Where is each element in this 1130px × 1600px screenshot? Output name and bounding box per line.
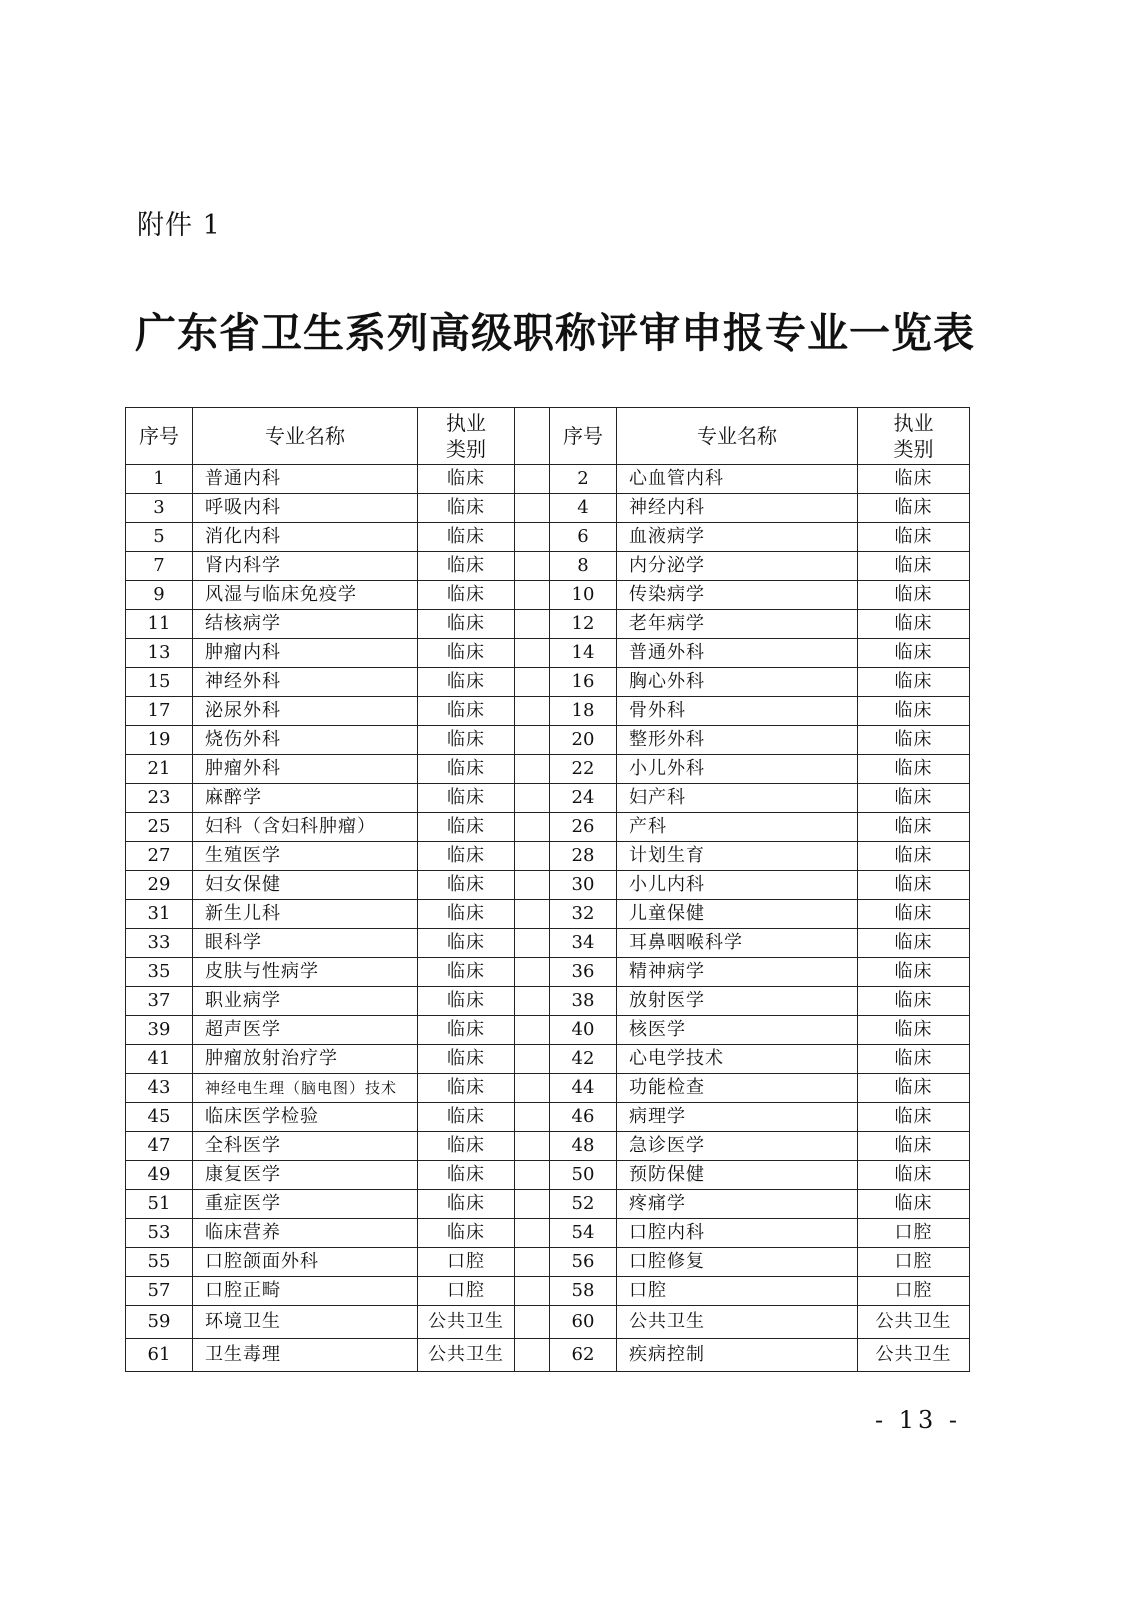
- column-spacer: [515, 668, 550, 697]
- table-row: [126, 987, 970, 1016]
- cell-type-left: 临床: [418, 552, 515, 581]
- cell-name-right: 胸心外科: [617, 668, 858, 697]
- document-title: 广东省卫生系列高级职称评审申报专业一览表: [135, 309, 975, 357]
- attachment-label: 附件 1: [137, 210, 221, 241]
- table-row: [126, 697, 970, 726]
- cell-no-left: 61: [126, 1339, 193, 1372]
- cell-name-right: 心电学技术: [617, 1045, 858, 1074]
- column-spacer: [515, 408, 550, 465]
- cell-no-left: 15: [126, 668, 193, 697]
- cell-type-left: 临床: [418, 958, 515, 987]
- cell-no-right: 18: [550, 697, 617, 726]
- cell-name-left: 呼吸内科: [193, 494, 418, 523]
- cell-no-right: 36: [550, 958, 617, 987]
- cell-no-right: 54: [550, 1219, 617, 1248]
- table-row: [126, 1248, 970, 1277]
- cell-name-right: 小儿内科: [617, 871, 858, 900]
- cell-name-left: 肿瘤放射治疗学: [193, 1045, 418, 1074]
- cell-name-right: 预防保健: [617, 1161, 858, 1190]
- table-row: [126, 1306, 970, 1339]
- cell-no-right: 12: [550, 610, 617, 639]
- cell-type-right: 临床: [858, 494, 970, 523]
- table-row: [126, 1277, 970, 1306]
- cell-type-right: 口腔: [858, 1219, 970, 1248]
- cell-no-right: 20: [550, 726, 617, 755]
- cell-name-right: 放射医学: [617, 987, 858, 1016]
- cell-type-left: 临床: [418, 1103, 515, 1132]
- cell-no-right: 40: [550, 1016, 617, 1045]
- cell-type-right: 临床: [858, 755, 970, 784]
- cell-name-left: 职业病学: [193, 987, 418, 1016]
- header-type-line: 执业: [446, 411, 486, 435]
- column-spacer: [515, 900, 550, 929]
- cell-name-right: 传染病学: [617, 581, 858, 610]
- cell-no-left: 3: [126, 494, 193, 523]
- column-spacer: [515, 1277, 550, 1306]
- cell-no-left: 33: [126, 929, 193, 958]
- cell-name-right: 口腔修复: [617, 1248, 858, 1277]
- cell-name-left: 肾内科学: [193, 552, 418, 581]
- cell-name-right: 计划生育: [617, 842, 858, 871]
- table-row: [126, 1016, 970, 1045]
- cell-type-right: 临床: [858, 610, 970, 639]
- header-type-right: [858, 408, 970, 465]
- cell-type-left: 临床: [418, 1132, 515, 1161]
- cell-no-left: 29: [126, 871, 193, 900]
- cell-name-right: 心血管内科: [617, 465, 858, 494]
- column-spacer: [515, 813, 550, 842]
- cell-no-left: 31: [126, 900, 193, 929]
- cell-type-right: 临床: [858, 639, 970, 668]
- cell-no-right: 46: [550, 1103, 617, 1132]
- cell-type-left: 临床: [418, 639, 515, 668]
- table-row: [126, 784, 970, 813]
- table-row: [126, 552, 970, 581]
- cell-name-right: 核医学: [617, 1016, 858, 1045]
- cell-type-left: 临床: [418, 929, 515, 958]
- cell-type-right: 公共卫生: [858, 1339, 970, 1372]
- cell-no-right: 2: [550, 465, 617, 494]
- cell-no-right: 26: [550, 813, 617, 842]
- cell-no-right: 58: [550, 1277, 617, 1306]
- table-row: [126, 668, 970, 697]
- cell-no-right: 42: [550, 1045, 617, 1074]
- cell-no-left: 51: [126, 1190, 193, 1219]
- cell-type-left: 临床: [418, 1161, 515, 1190]
- cell-no-right: 16: [550, 668, 617, 697]
- table-row: [126, 755, 970, 784]
- cell-no-left: 47: [126, 1132, 193, 1161]
- cell-type-left: 口腔: [418, 1277, 515, 1306]
- table-row: [126, 929, 970, 958]
- page-number: - 13 -: [875, 1406, 962, 1434]
- header-name-left: 专业名称: [193, 408, 418, 465]
- cell-name-right: 产科: [617, 813, 858, 842]
- cell-name-left: 超声医学: [193, 1016, 418, 1045]
- column-spacer: [515, 1016, 550, 1045]
- column-spacer: [515, 581, 550, 610]
- column-spacer: [515, 465, 550, 494]
- cell-no-left: 27: [126, 842, 193, 871]
- cell-name-left: 结核病学: [193, 610, 418, 639]
- cell-type-left: 临床: [418, 465, 515, 494]
- cell-type-right: 临床: [858, 987, 970, 1016]
- cell-name-left: 普通内科: [193, 465, 418, 494]
- cell-no-left: 25: [126, 813, 193, 842]
- cell-type-right: 临床: [858, 726, 970, 755]
- header-no-right: 序号: [550, 408, 617, 465]
- cell-name-left: 神经外科: [193, 668, 418, 697]
- cell-no-left: 35: [126, 958, 193, 987]
- cell-no-right: 14: [550, 639, 617, 668]
- cell-type-left: 临床: [418, 842, 515, 871]
- column-spacer: [515, 1045, 550, 1074]
- cell-no-right: 60: [550, 1306, 617, 1339]
- cell-name-right: 小儿外科: [617, 755, 858, 784]
- header-type-line: 类别: [893, 437, 934, 461]
- cell-name-left: 卫生毒理: [193, 1339, 418, 1372]
- cell-type-right: 临床: [858, 784, 970, 813]
- header-type-left: [418, 408, 515, 465]
- column-spacer: [515, 1339, 550, 1372]
- cell-type-left: 临床: [418, 697, 515, 726]
- cell-type-left: 临床: [418, 755, 515, 784]
- cell-name-left: 全科医学: [193, 1132, 418, 1161]
- cell-no-left: 5: [126, 523, 193, 552]
- cell-type-right: 临床: [858, 1190, 970, 1219]
- cell-no-left: 23: [126, 784, 193, 813]
- header-type-line: 执业: [893, 411, 934, 435]
- cell-type-right: 临床: [858, 1161, 970, 1190]
- cell-no-right: 30: [550, 871, 617, 900]
- cell-no-left: 11: [126, 610, 193, 639]
- cell-no-right: 10: [550, 581, 617, 610]
- cell-no-left: 19: [126, 726, 193, 755]
- cell-name-right: 耳鼻咽喉科学: [617, 929, 858, 958]
- cell-type-left: 口腔: [418, 1248, 515, 1277]
- cell-no-left: 9: [126, 581, 193, 610]
- cell-name-right: 普通外科: [617, 639, 858, 668]
- cell-name-right: 急诊医学: [617, 1132, 858, 1161]
- table-row: [126, 1219, 970, 1248]
- column-spacer: [515, 639, 550, 668]
- column-spacer: [515, 610, 550, 639]
- cell-type-left: 临床: [418, 1190, 515, 1219]
- cell-name-left: 生殖医学: [193, 842, 418, 871]
- cell-type-left: 临床: [418, 987, 515, 1016]
- column-spacer: [515, 958, 550, 987]
- column-spacer: [515, 552, 550, 581]
- cell-name-left: 环境卫生: [193, 1306, 418, 1339]
- cell-no-left: 55: [126, 1248, 193, 1277]
- cell-type-right: 临床: [858, 465, 970, 494]
- cell-type-left: 临床: [418, 668, 515, 697]
- table-row: [126, 871, 970, 900]
- cell-name-left: 泌尿外科: [193, 697, 418, 726]
- cell-no-left: 53: [126, 1219, 193, 1248]
- cell-name-right: 口腔内科: [617, 1219, 858, 1248]
- cell-no-right: 24: [550, 784, 617, 813]
- column-spacer: [515, 726, 550, 755]
- cell-no-left: 21: [126, 755, 193, 784]
- cell-no-right: 32: [550, 900, 617, 929]
- cell-type-right: 临床: [858, 1132, 970, 1161]
- cell-no-left: 17: [126, 697, 193, 726]
- cell-no-left: 39: [126, 1016, 193, 1045]
- cell-name-left: 重症医学: [193, 1190, 418, 1219]
- cell-name-left: 口腔正畸: [193, 1277, 418, 1306]
- cell-no-left: 37: [126, 987, 193, 1016]
- cell-name-left: 风湿与临床免疫学: [193, 581, 418, 610]
- column-spacer: [515, 1306, 550, 1339]
- cell-type-left: 临床: [418, 726, 515, 755]
- table-row: [126, 1103, 970, 1132]
- cell-name-right: 口腔: [617, 1277, 858, 1306]
- cell-name-left: 妇科（含妇科肿瘤）: [193, 813, 418, 842]
- cell-name-right: 妇产科: [617, 784, 858, 813]
- column-spacer: [515, 842, 550, 871]
- cell-name-right: 精神病学: [617, 958, 858, 987]
- cell-type-left: 公共卫生: [418, 1306, 515, 1339]
- cell-type-right: 临床: [858, 900, 970, 929]
- cell-no-right: 62: [550, 1339, 617, 1372]
- cell-type-left: 临床: [418, 581, 515, 610]
- cell-name-left: 神经电生理（脑电图）技术: [193, 1074, 418, 1103]
- cell-type-left: 临床: [418, 900, 515, 929]
- cell-no-left: 7: [126, 552, 193, 581]
- table-row: [126, 523, 970, 552]
- cell-type-left: 临床: [418, 813, 515, 842]
- cell-name-left: 麻醉学: [193, 784, 418, 813]
- table-row: [126, 465, 970, 494]
- cell-type-left: 公共卫生: [418, 1339, 515, 1372]
- cell-name-right: 整形外科: [617, 726, 858, 755]
- table-row: [126, 1161, 970, 1190]
- header-no-left: 序号: [126, 408, 193, 465]
- cell-no-right: 52: [550, 1190, 617, 1219]
- cell-type-left: 临床: [418, 784, 515, 813]
- cell-no-left: 45: [126, 1103, 193, 1132]
- cell-no-left: 43: [126, 1074, 193, 1103]
- cell-no-right: 22: [550, 755, 617, 784]
- table-row: [126, 1339, 970, 1372]
- cell-name-right: 疾病控制: [617, 1339, 858, 1372]
- table-row: [126, 813, 970, 842]
- cell-name-left: 新生儿科: [193, 900, 418, 929]
- cell-type-right: 临床: [858, 1103, 970, 1132]
- header-type-line: 类别: [446, 437, 486, 461]
- cell-type-right: 临床: [858, 842, 970, 871]
- cell-type-left: 临床: [418, 1045, 515, 1074]
- cell-name-left: 皮肤与性病学: [193, 958, 418, 987]
- cell-type-right: 临床: [858, 958, 970, 987]
- cell-name-right: 疼痛学: [617, 1190, 858, 1219]
- cell-name-left: 肿瘤内科: [193, 639, 418, 668]
- specialty-table: [125, 407, 970, 1372]
- column-spacer: [515, 697, 550, 726]
- cell-name-left: 康复医学: [193, 1161, 418, 1190]
- cell-no-right: 44: [550, 1074, 617, 1103]
- column-spacer: [515, 1190, 550, 1219]
- column-spacer: [515, 1132, 550, 1161]
- cell-no-right: 4: [550, 494, 617, 523]
- table-row: [126, 610, 970, 639]
- table-row: [126, 1132, 970, 1161]
- cell-no-left: 1: [126, 465, 193, 494]
- cell-no-left: 59: [126, 1306, 193, 1339]
- cell-type-right: 临床: [858, 871, 970, 900]
- cell-name-right: 骨外科: [617, 697, 858, 726]
- cell-type-right: 公共卫生: [858, 1306, 970, 1339]
- cell-type-right: 临床: [858, 1074, 970, 1103]
- column-spacer: [515, 784, 550, 813]
- cell-type-right: 临床: [858, 697, 970, 726]
- cell-type-right: 临床: [858, 813, 970, 842]
- cell-no-right: 6: [550, 523, 617, 552]
- cell-no-right: 48: [550, 1132, 617, 1161]
- cell-no-left: 49: [126, 1161, 193, 1190]
- cell-name-left: 临床医学检验: [193, 1103, 418, 1132]
- cell-name-right: 功能检查: [617, 1074, 858, 1103]
- cell-type-left: 临床: [418, 523, 515, 552]
- cell-name-right: 病理学: [617, 1103, 858, 1132]
- cell-name-right: 老年病学: [617, 610, 858, 639]
- cell-type-left: 临床: [418, 1016, 515, 1045]
- table-row: [126, 958, 970, 987]
- cell-no-right: 8: [550, 552, 617, 581]
- cell-name-left: 临床营养: [193, 1219, 418, 1248]
- header-name-right: 专业名称: [617, 408, 858, 465]
- column-spacer: [515, 871, 550, 900]
- table-row: [126, 494, 970, 523]
- table-row: [126, 1074, 970, 1103]
- cell-name-left: 眼科学: [193, 929, 418, 958]
- cell-name-left: 口腔颌面外科: [193, 1248, 418, 1277]
- cell-type-right: 临床: [858, 668, 970, 697]
- table-header-row: [126, 408, 970, 465]
- cell-no-left: 13: [126, 639, 193, 668]
- cell-type-left: 临床: [418, 1074, 515, 1103]
- table-row: [126, 900, 970, 929]
- cell-no-left: 41: [126, 1045, 193, 1074]
- table-row: [126, 1190, 970, 1219]
- cell-name-right: 儿童保健: [617, 900, 858, 929]
- cell-no-right: 38: [550, 987, 617, 1016]
- cell-name-right: 公共卫生: [617, 1306, 858, 1339]
- table-row: [126, 639, 970, 668]
- cell-type-right: 临床: [858, 523, 970, 552]
- column-spacer: [515, 494, 550, 523]
- cell-no-right: 34: [550, 929, 617, 958]
- cell-type-right: 口腔: [858, 1277, 970, 1306]
- column-spacer: [515, 523, 550, 552]
- cell-name-left: 肿瘤外科: [193, 755, 418, 784]
- cell-no-right: 28: [550, 842, 617, 871]
- cell-no-left: 57: [126, 1277, 193, 1306]
- table-row: [126, 1045, 970, 1074]
- table-row: [126, 581, 970, 610]
- cell-name-right: 内分泌学: [617, 552, 858, 581]
- cell-name-left: 消化内科: [193, 523, 418, 552]
- cell-name-left: 烧伤外科: [193, 726, 418, 755]
- cell-type-right: 临床: [858, 552, 970, 581]
- column-spacer: [515, 1074, 550, 1103]
- table-row: [126, 726, 970, 755]
- cell-type-right: 临床: [858, 1045, 970, 1074]
- table-row: [126, 842, 970, 871]
- column-spacer: [515, 929, 550, 958]
- column-spacer: [515, 1219, 550, 1248]
- cell-type-left: 临床: [418, 494, 515, 523]
- column-spacer: [515, 1248, 550, 1277]
- cell-type-left: 临床: [418, 871, 515, 900]
- cell-type-right: 临床: [858, 1016, 970, 1045]
- cell-type-left: 临床: [418, 610, 515, 639]
- table-body: [126, 465, 970, 1372]
- column-spacer: [515, 1103, 550, 1132]
- cell-no-right: 56: [550, 1248, 617, 1277]
- cell-type-right: 临床: [858, 581, 970, 610]
- cell-type-right: 口腔: [858, 1248, 970, 1277]
- column-spacer: [515, 987, 550, 1016]
- cell-name-left: 妇女保健: [193, 871, 418, 900]
- cell-no-right: 50: [550, 1161, 617, 1190]
- cell-type-right: 临床: [858, 929, 970, 958]
- cell-name-right: 血液病学: [617, 523, 858, 552]
- column-spacer: [515, 755, 550, 784]
- cell-name-right: 神经内科: [617, 494, 858, 523]
- cell-type-left: 临床: [418, 1219, 515, 1248]
- column-spacer: [515, 1161, 550, 1190]
